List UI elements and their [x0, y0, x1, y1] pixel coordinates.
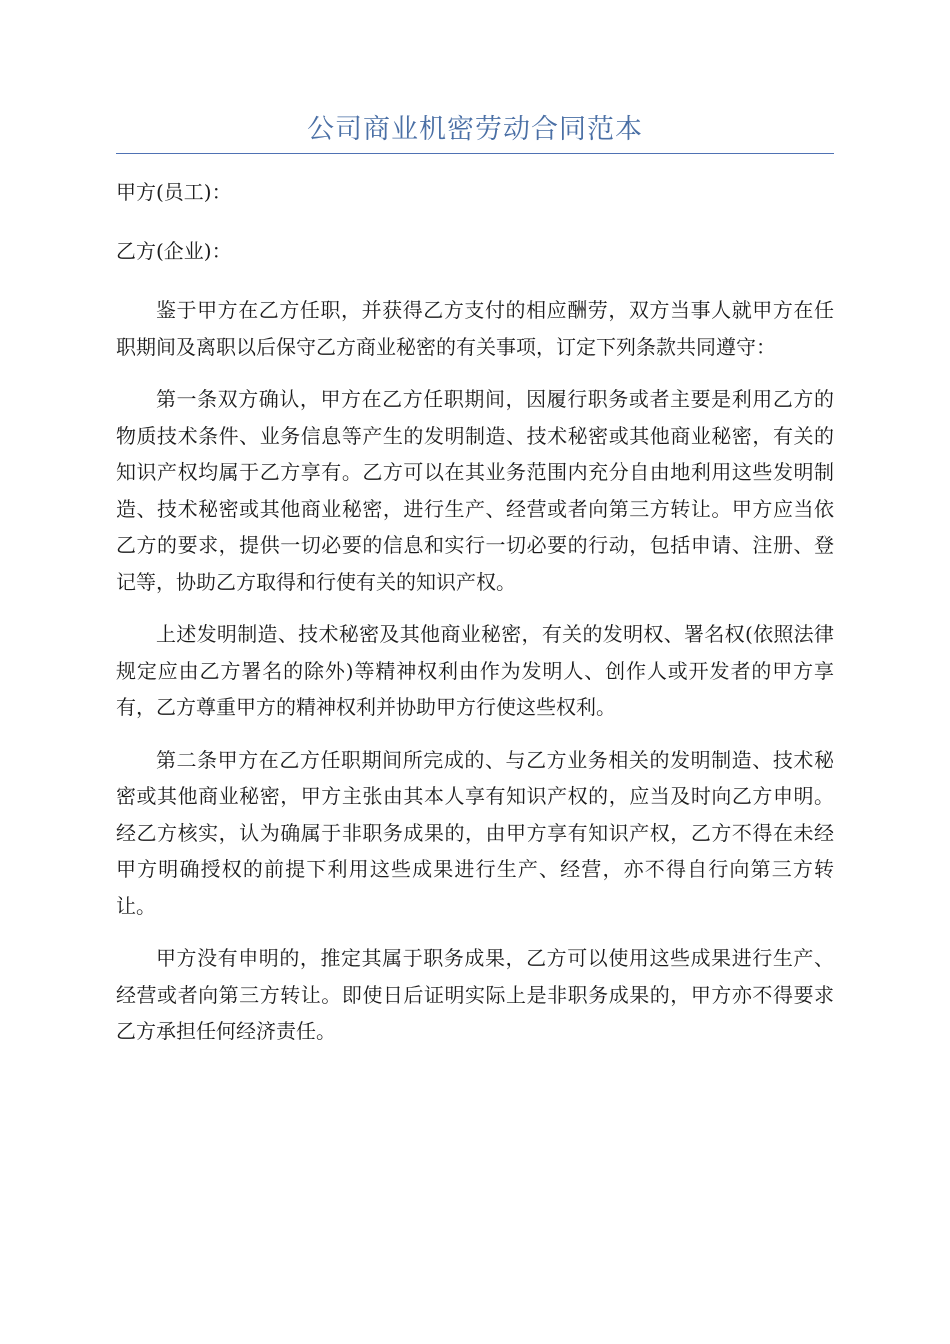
paragraph-article-1-moral-rights: 上述发明制造、技术秘密及其他商业秘密，有关的发明权、署名权(依照法律规定应由乙方署名的除外)等精神权利由作为发明人、创作人或开发者的甲方享有，乙方尊重甲方的精神权利并协助甲方行使这些权利。 [116, 622, 834, 719]
document-body [116, 174, 834, 1066]
paragraph-preamble: 鉴于甲方在乙方任职，并获得乙方支付的相应酬劳，双方当事人就甲方在任职期间及离职以后保守乙方商业秘密的有关事项，订定下列条款共同遵守： [116, 298, 834, 359]
paragraph-article-1: 第一条双方确认，甲方在乙方任职期间，因履行职务或者主要是利用乙方的物质技术条件、业务信息等产生的发明制造、技术秘密或其他商业秘密，有关的知识产权均属于乙方享有。乙方可以在其业务范围内充分自由地利用这些发明制造、技术秘密或其他商业秘密，进行生产、经营或者向第三方转让。甲方应当依乙方的要求，提供一切必要的信息和实行一切必要的行动，包括申请、注册、登记等，协助乙方取得和行使有关的知识产权。 [116, 387, 834, 594]
party-b-line: 乙方(企业)： [116, 239, 232, 263]
title-underline [116, 153, 834, 154]
paragraph-article-2-undeclared: 甲方没有申明的，推定其属于职务成果，乙方可以使用这些成果进行生产、经营或者向第三方转让。即使日后证明实际上是非职务成果的，甲方亦不得要求乙方承担任何经济责任。 [116, 946, 834, 1043]
party-a-line: 甲方(员工)： [116, 180, 232, 204]
paragraph-article-2: 第二条甲方在乙方任职期间所完成的、与乙方业务相关的发明制造、技术秘密或其他商业秘密，甲方主张由其本人享有知识产权的，应当及时向乙方申明。经乙方核实，认为确属于非职务成果的，由甲方享有知识产权，乙方不得在未经甲方明确授权的前提下利用这些成果进行生产、经营，亦不得自行向第三方转让。 [116, 747, 834, 918]
document-title: 公司商业机密劳动合同范本 [307, 114, 643, 145]
